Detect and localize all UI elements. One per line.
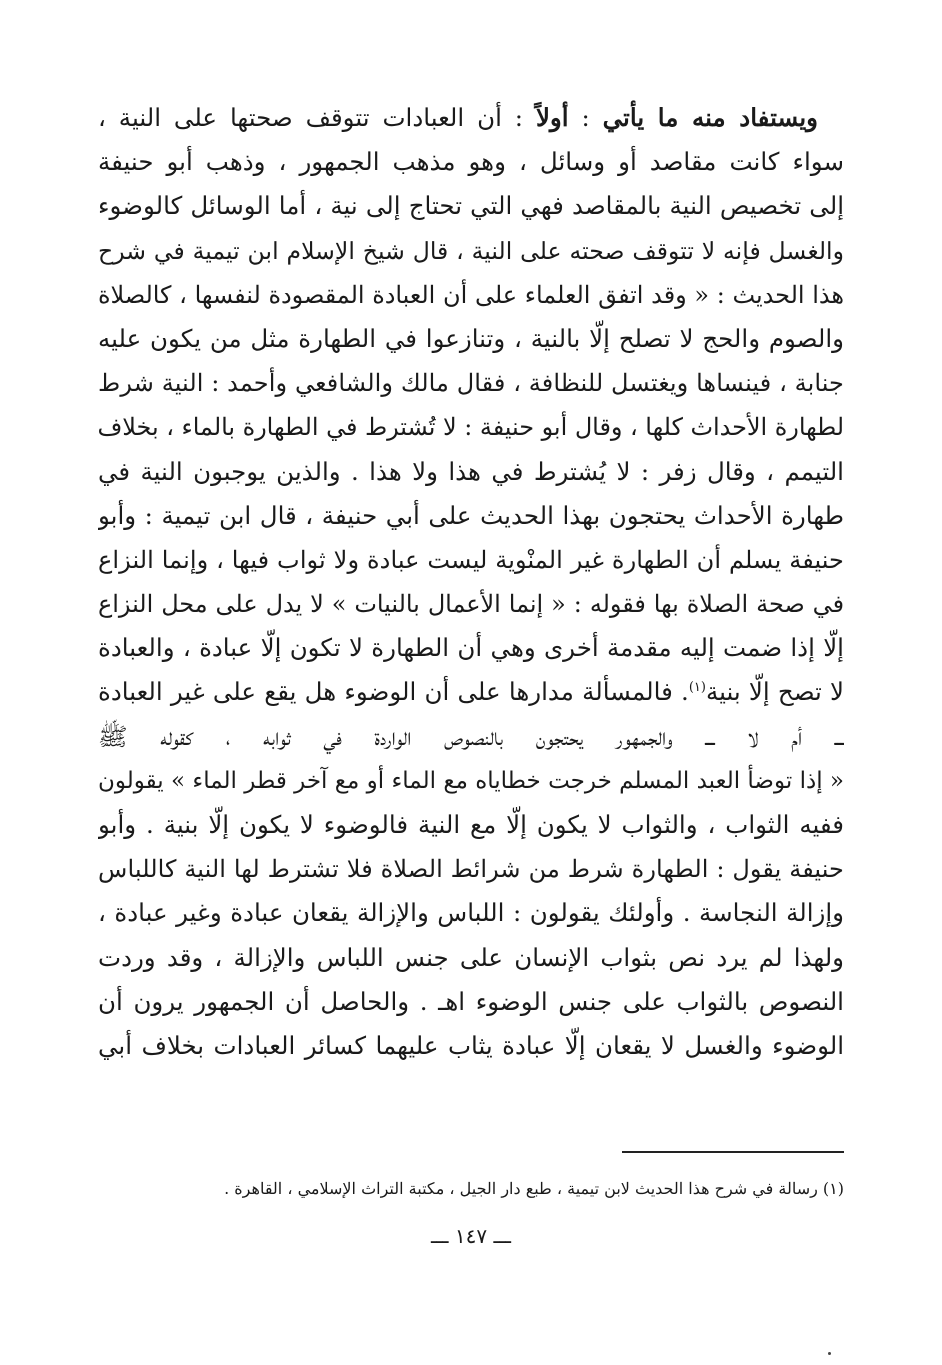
text-line-7: جنابة ، فينساها ويغتسل للنظافة ، فقال مالك والشافعي وأحمد : النية شرط	[98, 369, 844, 398]
footnote-marker: (١)	[688, 680, 706, 696]
text-line-20: ولهذا لم يرد نص بثواب الإنسان على جنس اللباس والإزالة ، وقد وردت	[98, 942, 844, 972]
text-line-6: والصوم والحج لا تصلح إلّا بالنية ، وتنازعوا في الطهارة مثل من يكون عليه	[98, 323, 844, 353]
text-line-16: « إذا توضأ العبد المسلم خرجت خطاياه مع الماء أو مع آخر قطر الماء » يقولون	[98, 767, 844, 794]
text-line-15: ـــ أم لا ـــ والجمهور يحتجون بالنصوص الواردة في ثوابه ، كقوله ﷺ	[98, 721, 844, 751]
text-line-17: ففيه الثواب ، والثواب لا يكون إلّا مع النية فالوضوء لا يكون إلّا بنية . وأبو	[98, 810, 844, 839]
text-line-18: حنيفة يقول : الطهارة شرط من شرائط الصلاة فلا تشترط لها النية كاللباس	[98, 855, 844, 884]
text-line-11: حنيفة يسلم أن الطهارة غير المنْوية ليست عبادة ولا ثواب فيها ، وإنما النزاع	[98, 545, 844, 574]
text-line-9: التيمم ، وقال زفر : لا يُشترط في هذا ولا هذا . والذين يوجبون النية في	[98, 456, 844, 486]
text-line-22: الوضوء والغسل لا يقعان إلّا عبادة يثاب عليهما كسائر العبادات بخلاف أبي	[98, 1030, 844, 1060]
lead-phrase: ويستفاد منه ما يأتي	[602, 103, 818, 132]
text-line-13: إلّا إذا ضمت إليه مقدمة أخرى وهي أن الطهارة لا تكون إلّا عبادة ، والعبادة	[98, 633, 844, 663]
text-line-8: لطهارة الأحداث كلها ، وقال أبو حنيفة : لا تُشترط في الطهارة بالماء ، بخلاف	[98, 413, 844, 442]
text-line-1: ويستفاد منه ما يأتي : أولاً : أن العبادات تتوقف صحتها على النية ،	[98, 103, 818, 132]
text-line-2: سواء كانت مقاصد أو وسائل ، وهو مذهب الجمهور ، وذهب أبو حنيفة	[98, 147, 844, 177]
text-line-19: وإزالة النجاسة . وأولئك يقولون : اللباس والإزالة يقعان عبادة وغير عبادة ،	[98, 898, 844, 928]
text-line-14: لا تصح إلّا بنية$^{(١)}$. فالمسألة مدارها على أن الوضوء هل يقع على غير العبادة	[98, 677, 844, 707]
main-text	[98, 96, 844, 1068]
first-point-label: أولاً	[535, 103, 569, 132]
text-line-10: طهارة الأحداث يحتجون بهذا الحديث على أبي حنيفة ، قال ابن تيمية : وأبو	[98, 500, 844, 530]
footnote-divider	[622, 1151, 844, 1153]
text-line-3: إلى تخصيص النية بالمقاصد فهي التي تحتاج إلى نية ، أما الوسائل كالوضوء	[98, 191, 844, 221]
page-number: ـــ ١٤٧ ـــ	[430, 1224, 512, 1248]
text-line-21: النصوص بالثواب على جنس الوضوء اهـ . والحاصل أن الجمهور يرون أن	[98, 986, 844, 1016]
text-line-12: في صحة الصلاة بها فقوله : « إنما الأعمال بالنيات » لا يدل على محل النزاع	[98, 590, 844, 619]
footnote: (١) رسالة في شرح هذا الحديث لابن تيمية ، طبع دار الجيل ، مكتبة التراث الإسلامي ، القاهرة .	[224, 1179, 844, 1198]
text-line-4: والغسل فإنه لا تتوقف صحته على النية ، قال شيخ الإسلام ابن تيمية في شرح	[98, 236, 844, 265]
scan-speck	[828, 1352, 831, 1355]
text-line-5: هذا الحديث : « وقد اتفق العلماء على أن العبادة المقصودة لنفسها ، كالصلاة	[98, 280, 844, 309]
